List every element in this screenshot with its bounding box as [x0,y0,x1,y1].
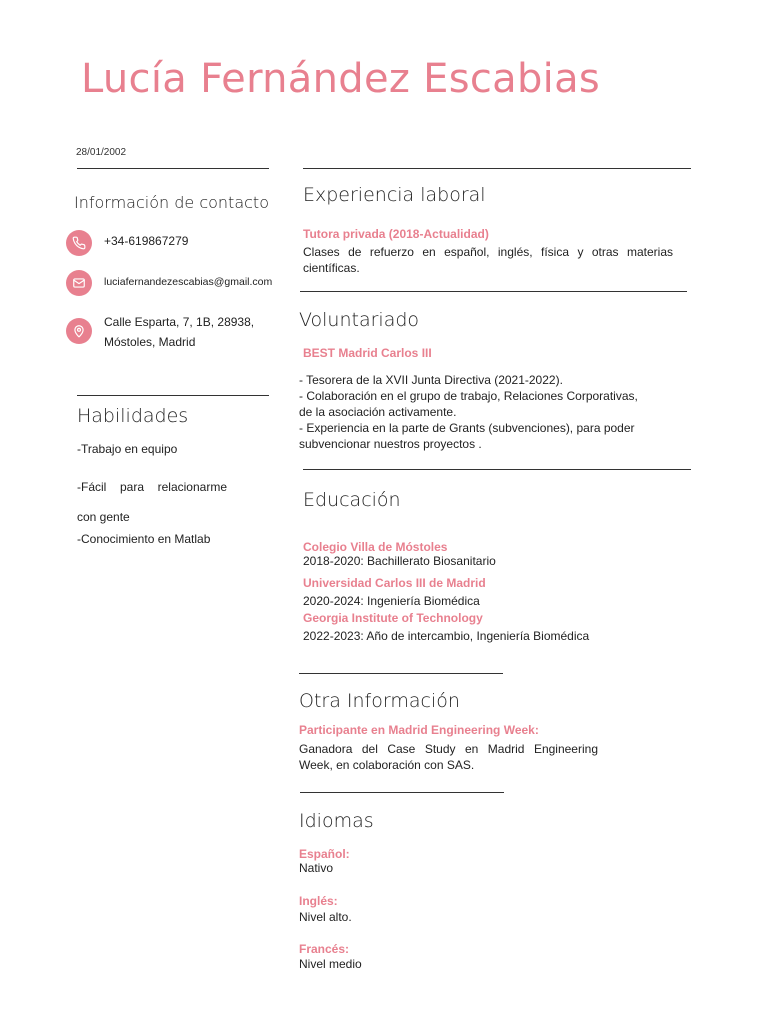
location-pin-icon [66,318,92,344]
volunteering-org: BEST Madrid Carlos III [303,346,432,360]
education-school: Georgia Institute of Technology [303,611,483,625]
other-title: Otra Información [299,690,460,712]
other-subtitle: Participante en Madrid Engineering Week: [299,723,539,737]
divider [303,469,691,470]
contact-address [104,312,254,352]
language-name: Francés: [299,942,350,956]
language-name: Inglés: [299,894,338,908]
volunteering-line: de la asociación activamente. [299,405,457,419]
languages-title: Idiomas [299,810,374,832]
experience-title: Experiencia laboral [303,184,486,206]
language-name: Español: [299,847,350,861]
divider [303,168,691,169]
experience-description: Clases de refuerzo en español, inglés, física y otras materias científicas. [303,245,673,275]
contact-title: Información de contacto [74,193,269,212]
language-level: Nivel medio [299,957,362,971]
skill-item: -Conocimiento en Matlab [77,532,211,546]
education-title: Educación [303,489,401,511]
birth-date: 28/01/2002 [76,147,127,158]
volunteering-list [299,372,679,452]
other-description: Ganadora del Case Study en Madrid Engineering Week, en colaboración con SAS. [299,742,598,772]
address-line-1: Calle Esparta, 7, 1B, 28938, [104,315,255,329]
divider [300,291,687,292]
divider [77,168,269,169]
skill-item: -Trabajo en equipo [77,442,178,456]
education-detail: 2020-2024: Ingeniería Biomédica [303,594,480,608]
cv-name: Lucía Fernández Escabias [81,56,601,102]
volunteering-line: - Tesorera de la XVII Junta Directiva (2021-2022). [299,373,563,387]
contact-email: luciafernandezescabias@gmail.com [104,276,273,288]
language-level: Nivel alto. [299,910,352,924]
contact-phone: +34-619867279 [104,234,189,248]
mail-icon [66,270,92,296]
volunteering-line: - Colaboración en el grupo de trabajo, Relaciones Corporativas, [299,389,638,403]
phone-icon [66,230,92,256]
education-school: Colegio Villa de Móstoles [303,540,448,554]
language-level: Nativo [299,861,334,875]
experience-role: Tutora privada (2018-Actualidad) [303,227,489,241]
skill-item: -Fácil para relacionarme con gente [77,480,227,524]
address-line-2: Móstoles, Madrid [104,335,196,349]
divider [299,673,503,674]
divider [300,792,504,793]
education-school: Universidad Carlos III de Madrid [303,576,486,590]
skills-title: Habilidades [77,405,189,427]
volunteering-title: Voluntariado [299,309,420,331]
volunteering-line: - Experiencia en la parte de Grants (subvenciones), para poder [299,421,635,435]
education-detail: 2022-2023: Año de intercambio, Ingeniería Biomédica [303,629,590,643]
volunteering-line: subvencionar nuestros proyectos . [299,437,482,451]
divider [77,395,269,396]
education-detail: 2018-2020: Bachillerato Biosanitario [303,554,496,568]
